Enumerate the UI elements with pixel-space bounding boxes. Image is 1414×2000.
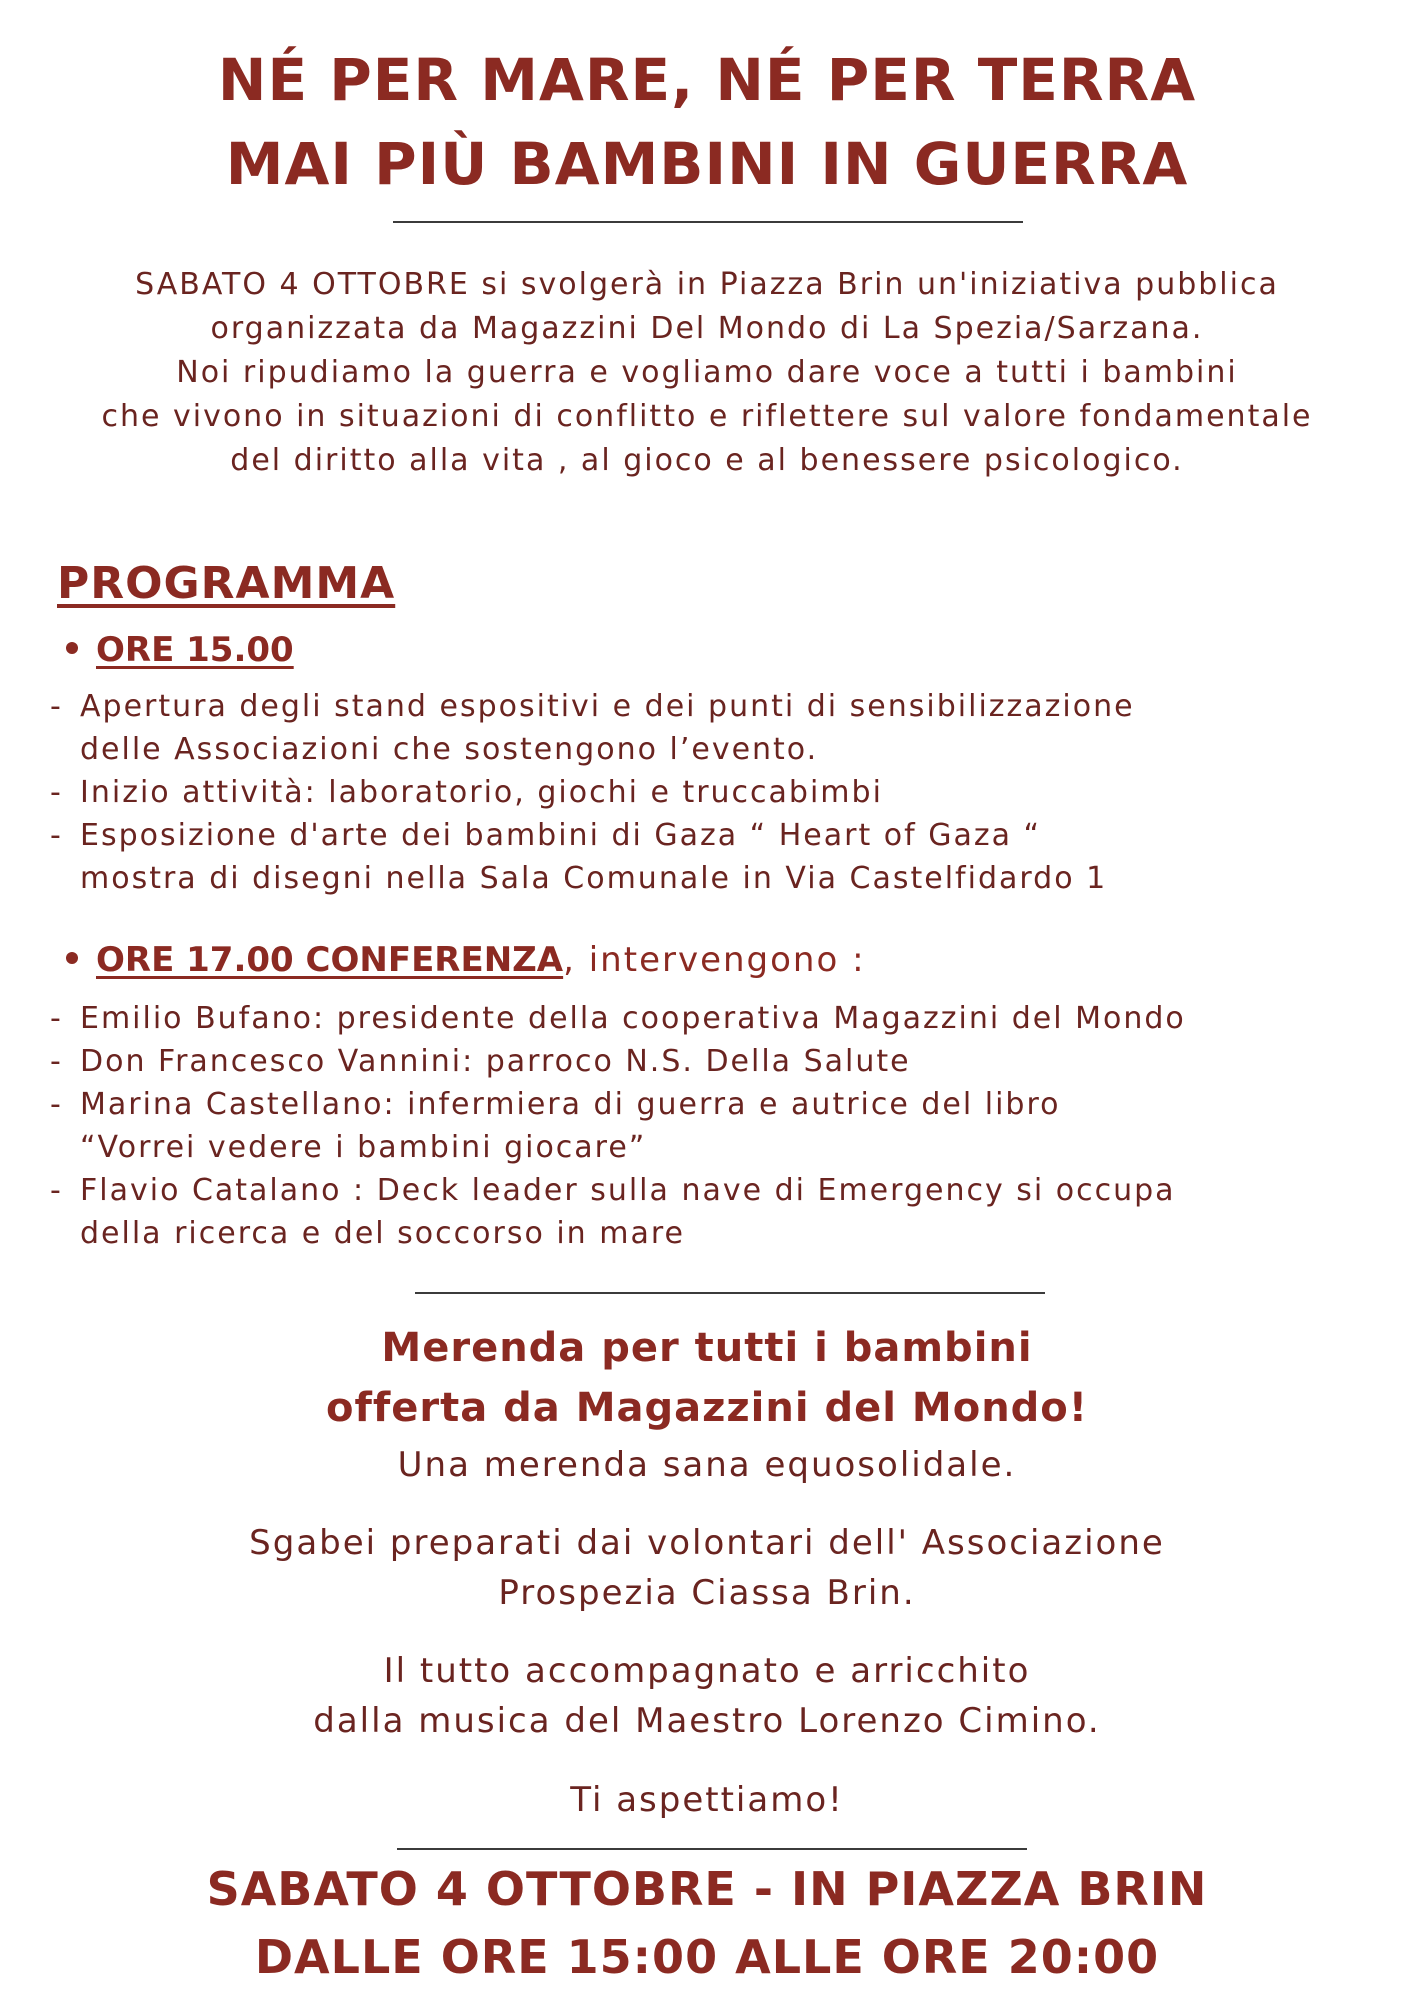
bullet-icon (66, 952, 78, 964)
dash-marker: - (50, 1087, 63, 1122)
snack-subtext: Una merenda sana equosolidale. (397, 1445, 1017, 1485)
dash-marker: - (50, 1001, 63, 1036)
list-item (50, 685, 1135, 771)
list-item (50, 1083, 1186, 1169)
divider-middle (415, 1292, 1045, 1294)
slot-2-list (50, 997, 1186, 1255)
slot-2-suffix: , intervengono : (563, 940, 866, 980)
closing-line: Ti aspettiamo! (570, 1780, 844, 1820)
list-item (50, 771, 1135, 814)
dash-marker: - (50, 1044, 63, 1079)
snack-heading-line-2: offerta da Magazzini del Mondo! (325, 1385, 1089, 1431)
intro-line: Noi ripudiamo la guerra e vogliamo dare voce a tutti i bambini (176, 355, 1238, 390)
intro-line: organizzata da Magazzini Del Mondo di La Spezia/Sarzana. (210, 311, 1204, 346)
item-text: Emilio Bufano: presidente della cooperativa Magazzini del Mondo (80, 1001, 1186, 1036)
item-text: Flavio Catalano : Deck leader sulla nave di Emergency si occupa (80, 1173, 1176, 1208)
list-item (50, 997, 1186, 1040)
item-continuation: “Vorrei vedere i bambini giocare” (80, 1130, 647, 1165)
slot-1-list (50, 685, 1135, 900)
item-continuation: mostra di disegni nella Sala Comunale in Via Castelfidardo 1 (80, 861, 1108, 896)
slot-1-header (66, 630, 294, 670)
stools-line: Prospezia Ciassa Brin. (498, 1573, 916, 1613)
intro-paragraph (0, 263, 1414, 483)
music-line: Il tutto accompagnato e arricchito (383, 1651, 1031, 1691)
dash-marker: - (50, 1173, 63, 1208)
intro-line: che vivono in situazioni di conflitto e riflettere sul valore fondamentale (101, 399, 1313, 434)
item-text: Don Francesco Vannini: parroco N.S. Della Salute (80, 1044, 911, 1079)
closing-text (0, 1775, 1414, 1825)
footer-line-2: DALLE ORE 15:00 ALLE ORE 20:00 (254, 1930, 1160, 1984)
poster-title (0, 38, 1414, 206)
intro-line: del diritto alla vita , al gioco e al benessere psicologico. (230, 443, 1184, 478)
music-paragraph (0, 1646, 1414, 1746)
snack-heading-line-1: Merenda per tutti i bambini (381, 1325, 1033, 1371)
dash-marker: - (50, 775, 63, 810)
program-heading: PROGRAMMA (57, 558, 396, 609)
list-item (50, 1040, 1186, 1083)
divider-top (393, 221, 1023, 223)
item-continuation: della ricerca e del soccorso in mare (80, 1216, 685, 1251)
footer-banner (0, 1855, 1414, 1991)
music-line: dalla musica del Maestro Lorenzo Cimino. (313, 1701, 1101, 1741)
slot-1-time: ORE 15.00 (96, 630, 294, 670)
item-text: Apertura degli stand espositivi e dei punti di sensibilizzazione (80, 689, 1135, 724)
footer-line-1: SABATO 4 OTTOBRE - IN PIAZZA BRIN (206, 1862, 1208, 1916)
divider-bottom (397, 1848, 1027, 1850)
slot-2-time: ORE 17.00 CONFERENZA (96, 940, 564, 980)
slot-2-header (66, 940, 866, 980)
snack-subline (0, 1440, 1414, 1490)
title-line-2: MAI PIÙ BAMBINI IN GUERRA (225, 130, 1189, 198)
dash-marker: - (50, 689, 63, 724)
item-continuation: delle Associazioni che sostengono l’evento. (80, 732, 819, 767)
item-text: Marina Castellano: infermiera di guerra e autrice del libro (80, 1087, 1061, 1122)
stools-line: Sgabei preparati dai volontari dell' Associazione (249, 1523, 1165, 1563)
item-text: Esposizione d'arte dei bambini di Gaza “ Heart of Gaza “ (80, 818, 1042, 853)
item-text: Inizio attività: laboratorio, giochi e truccabimbi (80, 775, 883, 810)
title-line-1: NÉ PER MARE, NÉ PER TERRA (217, 46, 1197, 114)
dash-marker: - (50, 818, 63, 853)
snack-heading (0, 1318, 1414, 1438)
intro-line: SABATO 4 OTTOBRE si svolgerà in Piazza Brin un'iniziativa pubblica (135, 267, 1279, 302)
list-item (50, 1169, 1186, 1255)
list-item (50, 814, 1135, 900)
bullet-icon (66, 642, 78, 654)
stools-paragraph (0, 1518, 1414, 1618)
